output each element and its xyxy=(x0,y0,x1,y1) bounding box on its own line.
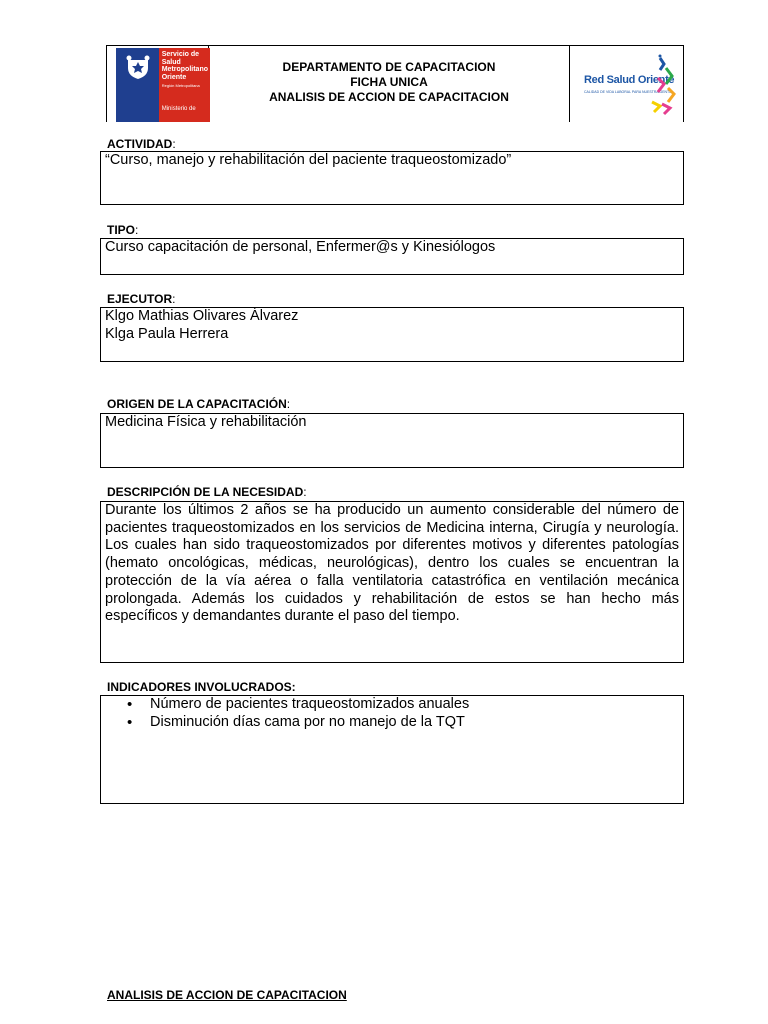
label-colon: : xyxy=(286,397,291,411)
header-divider xyxy=(683,46,684,122)
ejecutor-line: Klga Paula Herrera xyxy=(105,325,229,342)
ejecutor-field xyxy=(100,307,684,362)
label-colon: : xyxy=(172,137,176,151)
label-text: ORIGEN DE LA CAPACITACIÓN xyxy=(107,397,287,411)
descripcion-field xyxy=(100,501,684,663)
label-text: EJECUTOR xyxy=(107,292,173,306)
ejecutor-label xyxy=(107,292,175,306)
tipo-value: Curso capacitación de personal, Enfermer@s y Kinesiólogos xyxy=(105,239,496,255)
actividad-field xyxy=(100,151,684,205)
logo-text: Servicio de xyxy=(161,51,200,58)
indicadores-label xyxy=(107,680,296,694)
government-shield-icon xyxy=(124,54,152,80)
footer-section-title: ANALISIS DE ACCION DE CAPACITACION xyxy=(107,988,347,1002)
label-colon: : xyxy=(135,223,139,237)
header-table xyxy=(106,45,684,122)
actividad-value: “Curso, manejo y rehabilitación del paciente traqueostomizado” xyxy=(105,152,512,168)
indicadores-field xyxy=(100,695,684,804)
indicadores-list xyxy=(105,696,679,731)
logo-text: Salud xyxy=(161,58,181,66)
label-colon: : xyxy=(172,292,176,306)
header-divider xyxy=(106,46,107,122)
logo-name: Red Salud Oriente xyxy=(584,74,675,86)
label-text: INDICADORES INVOLUCRADOS: xyxy=(107,680,296,694)
list-item: • Disminución días cama por no manejo de la TQT xyxy=(105,714,679,732)
logo-red-field xyxy=(159,48,210,122)
logo-text: Región Metropolitana xyxy=(161,83,200,88)
people-figures-icon xyxy=(646,54,680,116)
ssmo-logo xyxy=(116,48,210,122)
origen-field xyxy=(100,413,684,468)
label-colon: : xyxy=(303,485,307,499)
title-line: DEPARTAMENTO DE CAPACITACION xyxy=(282,60,496,74)
header-divider xyxy=(569,46,570,122)
logo-blue-field xyxy=(116,48,159,122)
tipo-label xyxy=(107,223,138,237)
list-item: • Número de pacientes traqueostomizados anuales xyxy=(105,696,679,714)
label-text: TIPO xyxy=(107,223,136,237)
title-line: ANALISIS DE ACCION DE CAPACITACION xyxy=(269,90,509,104)
red-salud-oriente-logo xyxy=(576,52,682,116)
logo-text: Oriente xyxy=(161,73,187,81)
logo-tagline: CALIDAD DE VIDA LABORAL PARA NUESTRA GENTE xyxy=(584,90,672,94)
label-text: ACTIVIDAD xyxy=(107,137,173,151)
logo-text: Metropolitano xyxy=(161,66,208,73)
origen-value: Medicina Física y rehabilitación xyxy=(105,414,307,430)
actividad-label xyxy=(107,137,176,151)
document-title xyxy=(209,60,569,105)
label-text: DESCRIPCIÓN DE LA NECESIDAD xyxy=(107,485,304,499)
descripcion-label xyxy=(107,485,307,499)
ejecutor-line: Klgo Mathias Olivares Álvarez xyxy=(105,308,299,324)
descripcion-value: Durante los últimos 2 años se ha producido un aumento considerable del número de pacientes traqueostomizados en los servicios de Medicina interna, Cirugía y neurología. Los cuales han sido traqueostomizados por diferentes motivos y diferentes patologías (hemato oncológicas, médicas, neurológicas), dentro los cuales se encuentran la protección de la vía aérea o falla ventilatoria catastrófica en ventilación mecánica prolongada. Además los cuidados y rehabilitación de estos se han hecho más específicos y demandantes durante el paso del tiempo. xyxy=(105,502,679,625)
title-line: FICHA UNICA xyxy=(350,75,428,89)
tipo-field xyxy=(100,238,684,275)
logo-text: Ministerio de xyxy=(161,106,196,112)
origen-label xyxy=(107,397,290,411)
